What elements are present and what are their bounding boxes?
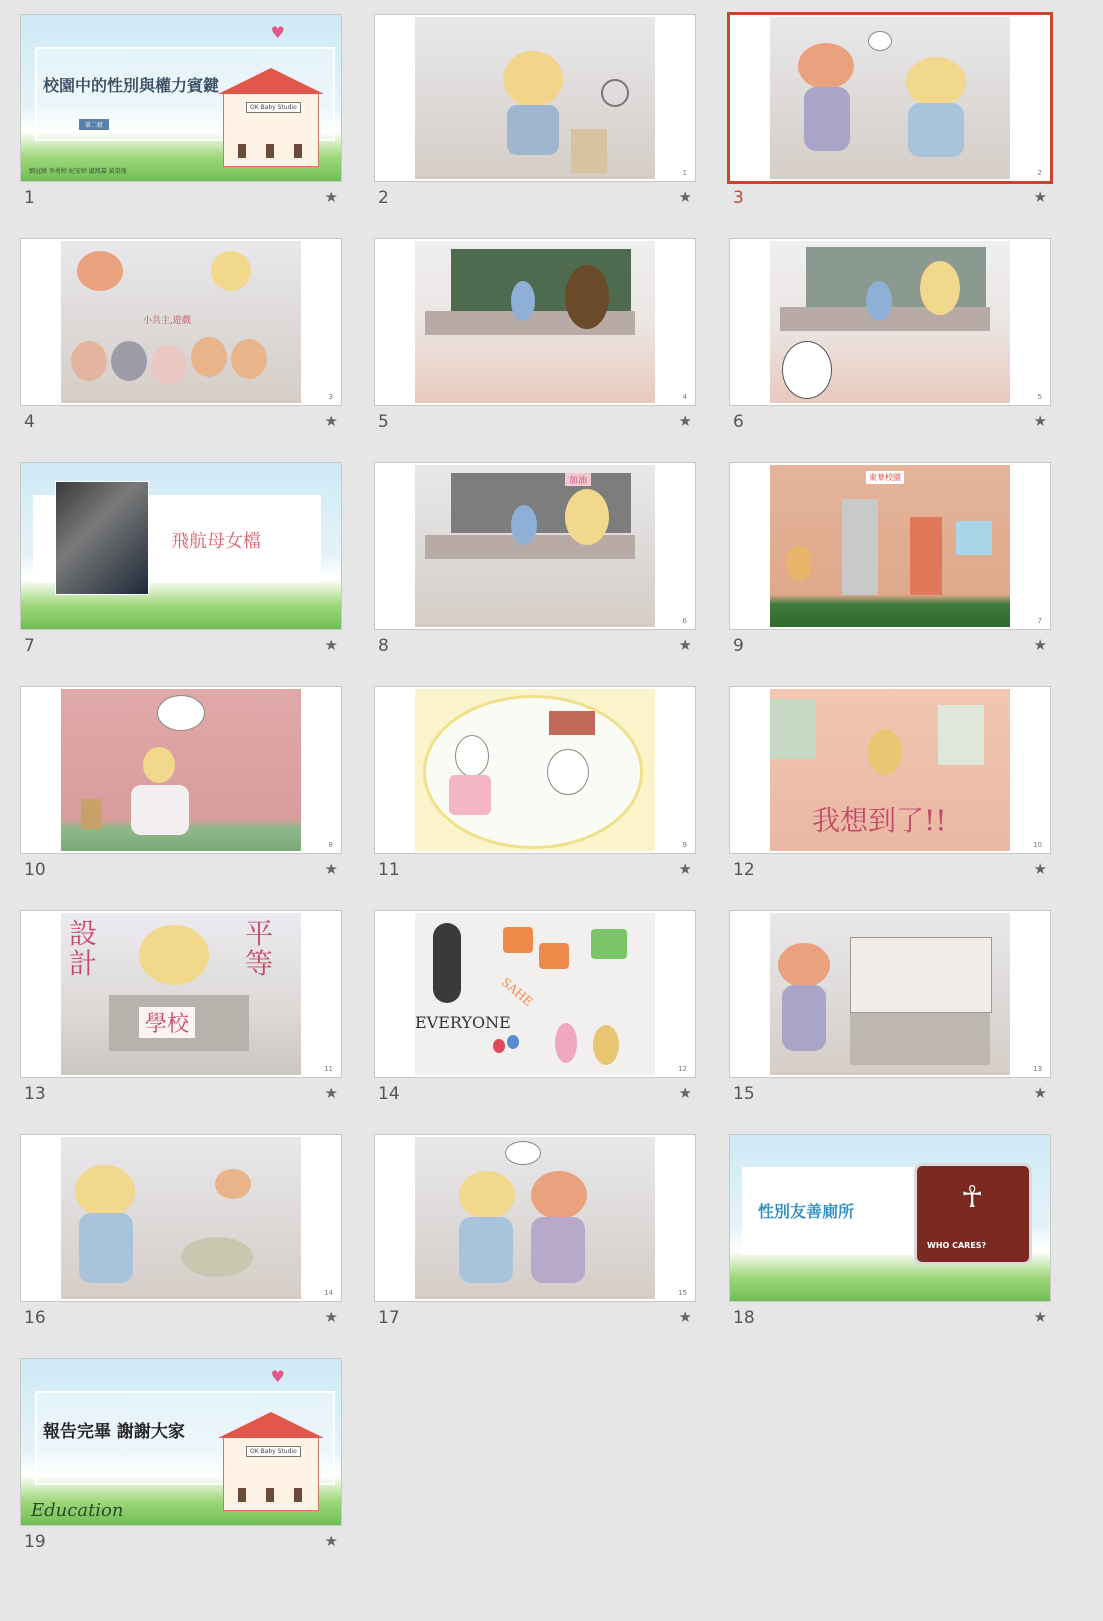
- drawing-photo: [415, 1137, 655, 1299]
- student-character-icon: [143, 747, 175, 783]
- slide-number: 13: [24, 1084, 46, 1104]
- title-slide-background: [730, 1135, 1050, 1301]
- drawing-photo: [770, 689, 1010, 851]
- school-sign: OK Baby Studio: [246, 102, 301, 113]
- character-body-icon: [79, 1213, 133, 1283]
- character-body-icon: [459, 1217, 513, 1283]
- shirt-icon: [503, 927, 533, 953]
- star-icon[interactable]: ★: [678, 860, 692, 878]
- star-icon[interactable]: ★: [1033, 1308, 1047, 1326]
- drawing-text-right: 平等: [245, 917, 274, 980]
- slide-number: 4: [24, 412, 35, 432]
- pig-character-icon: [215, 1169, 251, 1199]
- drawing-photo: [61, 913, 301, 1075]
- cockpit-photo: [55, 481, 149, 595]
- balloon-icon: [493, 1039, 505, 1053]
- character-body-icon: [782, 985, 826, 1051]
- slide-number: 18: [733, 1308, 755, 1328]
- door-icon: [266, 1488, 274, 1502]
- drawing-word: SAHE: [498, 975, 536, 1009]
- star-icon[interactable]: ★: [1033, 412, 1047, 430]
- slide-preview[interactable]: [20, 14, 342, 182]
- slide-number: 12: [733, 860, 755, 880]
- cat-character-icon: [503, 51, 563, 107]
- heart-icon: ♥: [270, 23, 285, 42]
- slide-thumbnail-12[interactable]: [729, 686, 1051, 886]
- bear-character-icon: [565, 489, 609, 545]
- star-icon[interactable]: ★: [324, 1084, 338, 1102]
- slide-thumbnail-11[interactable]: [374, 686, 696, 886]
- slide-preview[interactable]: [20, 686, 342, 854]
- thought-bubble-icon: [505, 1141, 541, 1165]
- education-watermark: Education: [31, 1500, 124, 1521]
- slide-thumbnail-15[interactable]: [729, 910, 1051, 1110]
- slide-number: 17: [378, 1308, 400, 1328]
- drawing-photo: [770, 241, 1010, 403]
- drawing-photo: [415, 465, 655, 627]
- slide-title: 校園中的性別與權力賓鍵: [43, 76, 220, 95]
- window-illustration: [938, 705, 984, 765]
- thought-bubble-icon: [157, 695, 205, 731]
- bushes-illustration: [850, 1013, 990, 1065]
- slide-number: 10: [24, 860, 46, 880]
- drawing-photo: [415, 913, 655, 1075]
- star-icon[interactable]: ★: [324, 412, 338, 430]
- drawing-photo: [415, 689, 655, 851]
- school-sign: OK Baby Studio: [246, 1446, 301, 1457]
- drawing-photo: [770, 17, 1010, 179]
- page-number: 5: [1037, 393, 1042, 401]
- dog-character-icon: [547, 749, 589, 795]
- pig-character-icon: [798, 43, 854, 89]
- drawing-text-left: 設計: [69, 917, 98, 980]
- character-body-icon: [531, 1217, 585, 1283]
- slide-title: 報告完畢 謝謝大家: [43, 1422, 185, 1442]
- bear-character-icon: [565, 265, 609, 329]
- slide-number: 14: [378, 1084, 400, 1104]
- slide-preview[interactable]: [374, 910, 696, 1078]
- student-character-icon: [866, 281, 892, 321]
- page-number: 7: [1037, 617, 1042, 625]
- slide-preview[interactable]: [20, 1134, 342, 1302]
- scissors-icon: [591, 929, 627, 959]
- star-icon[interactable]: ★: [324, 636, 338, 654]
- crowd-character-icon: [111, 341, 147, 381]
- slide-thumbnail-16[interactable]: [20, 1134, 342, 1334]
- dream-cloud-illustration: [423, 695, 643, 849]
- slide-number: 15: [733, 1084, 755, 1104]
- star-icon[interactable]: ★: [678, 412, 692, 430]
- character-body-icon: [908, 103, 964, 157]
- star-icon[interactable]: ★: [324, 1308, 338, 1326]
- drawing-photo: [415, 17, 655, 179]
- drawing-caption: 小共主,遊戲: [143, 316, 191, 326]
- star-icon[interactable]: ★: [324, 1532, 338, 1550]
- heart-icon: ♥: [270, 1367, 285, 1386]
- slide-thumbnail-1[interactable]: [20, 14, 342, 214]
- drawing-photo: [61, 241, 301, 403]
- window-illustration: [770, 699, 816, 759]
- slide-title: 性別友善廁所: [758, 1202, 855, 1221]
- slide-thumbnail-3[interactable]: [729, 14, 1051, 214]
- slide-number: 11: [378, 860, 400, 880]
- thought-bubble-icon: [868, 31, 892, 51]
- drawing-caption: 我想到了!!: [812, 804, 947, 837]
- shirt-icon: [539, 943, 569, 969]
- slide-preview[interactable]: [20, 238, 342, 406]
- slide-number: 7: [24, 636, 35, 656]
- crowd-character-icon: [191, 337, 227, 377]
- title-slide-background: [21, 1359, 341, 1525]
- magnifier-icon: [601, 79, 629, 107]
- page-number: 2: [1037, 169, 1042, 177]
- cat-character-icon: [139, 925, 209, 985]
- slide-thumbnail-4[interactable]: [20, 238, 342, 438]
- slide-preview[interactable]: [374, 14, 696, 182]
- cat-character-icon: [211, 251, 251, 291]
- drawing-photo: [770, 465, 1010, 627]
- slide-thumbnail-10[interactable]: [20, 686, 342, 886]
- page-number: 6: [682, 617, 687, 625]
- page-number: 1: [682, 169, 687, 177]
- star-icon[interactable]: ★: [1033, 636, 1047, 654]
- author-list: 劉冠緯 李勇婷 紀安婷 盧熙嘉 黃榮瑾: [29, 168, 127, 175]
- slide-thumbnail-8[interactable]: [374, 462, 696, 662]
- page-number: 12: [678, 1065, 687, 1073]
- slide-thumbnail-7[interactable]: [20, 462, 342, 662]
- drawing-photo: [770, 913, 1010, 1075]
- slide-thumbnail-18[interactable]: [729, 1134, 1051, 1334]
- stall-illustration: [850, 937, 992, 1013]
- cheer-banner: 加油: [565, 473, 591, 486]
- student-character-icon: [511, 505, 537, 545]
- slide-thumbnail-19[interactable]: [20, 1358, 342, 1558]
- slide-number: 2: [378, 188, 389, 208]
- slide-preview[interactable]: [729, 238, 1051, 406]
- toilet-illustration: [131, 785, 189, 835]
- bush-illustration: [181, 1237, 253, 1277]
- slide-preview[interactable]: [727, 12, 1053, 184]
- page-number: 9: [682, 841, 687, 849]
- page-number: 10: [1033, 841, 1042, 849]
- student-character-icon: [511, 281, 535, 321]
- balloon-icon: [507, 1035, 519, 1049]
- pig-character-icon: [531, 1171, 587, 1219]
- slide-number: 5: [378, 412, 389, 432]
- slide-preview[interactable]: [374, 686, 696, 854]
- drawing-word: EVERYONE: [415, 1013, 511, 1032]
- slide-preview[interactable]: [729, 910, 1051, 1078]
- slide-thumbnail-5[interactable]: [374, 238, 696, 438]
- slide-number: 1: [24, 188, 35, 208]
- person-silhouette-icon: [433, 923, 461, 1003]
- character-icon: [593, 1025, 619, 1065]
- star-icon[interactable]: ★: [1033, 1084, 1047, 1102]
- title-slide-background: [21, 15, 341, 181]
- slide-thumbnail-6[interactable]: [729, 238, 1051, 438]
- slide-number: 9: [733, 636, 744, 656]
- dress-illustration: [449, 775, 491, 815]
- student-character-icon: [868, 729, 902, 775]
- page-number: 3: [328, 393, 333, 401]
- slide-subtitle: 第二組: [79, 119, 109, 130]
- pig-character-icon: [778, 943, 830, 987]
- cat-character-icon: [459, 1171, 515, 1219]
- window-illustration: [956, 521, 992, 555]
- door-illustration: [910, 517, 942, 595]
- door-icon: [294, 1488, 302, 1502]
- slide-thumbnail-14[interactable]: [374, 910, 696, 1110]
- elevator-door: [842, 499, 878, 595]
- slide-number: 8: [378, 636, 389, 656]
- star-icon[interactable]: ★: [1033, 188, 1047, 206]
- slide-preview[interactable]: [729, 462, 1051, 630]
- character-icon: [555, 1023, 577, 1063]
- door-icon: [238, 1488, 246, 1502]
- pig-character-icon: [77, 251, 123, 291]
- title-slide-background: [21, 463, 341, 629]
- crowd-character-icon: [231, 339, 267, 379]
- page-number: 13: [1033, 1065, 1042, 1073]
- character-body-icon: [804, 87, 850, 151]
- door-icon: [238, 144, 246, 158]
- slide-number: 3: [733, 188, 744, 208]
- person-icon: ☥: [961, 1180, 984, 1215]
- rabbit-character-icon: [455, 735, 489, 777]
- slide-preview[interactable]: [729, 686, 1051, 854]
- slide-thumbnail-13[interactable]: [20, 910, 342, 1110]
- table-illustration: [549, 711, 595, 735]
- bear-character-icon: [920, 261, 960, 315]
- star-icon[interactable]: ★: [678, 1084, 692, 1102]
- page-number: 14: [324, 1289, 333, 1297]
- page-number: 15: [678, 1289, 687, 1297]
- student-character-icon: [786, 545, 812, 581]
- school-label: 東華校園: [866, 471, 904, 484]
- slide-preview[interactable]: [374, 238, 696, 406]
- star-icon[interactable]: ★: [678, 188, 692, 206]
- cat-character-icon: [75, 1165, 135, 1217]
- drawing-photo: [61, 689, 301, 851]
- slide-preview[interactable]: [374, 1134, 696, 1302]
- school-house-illustration: [223, 93, 319, 167]
- slide-preview[interactable]: [374, 462, 696, 630]
- drawing-photo: [415, 241, 655, 403]
- crowd-character-icon: [151, 345, 187, 385]
- slide-preview[interactable]: [20, 1358, 342, 1526]
- door-icon: [294, 144, 302, 158]
- chalkboard-illustration: [806, 247, 986, 307]
- trash-bin-illustration: [81, 799, 101, 829]
- page-number: 4: [682, 393, 687, 401]
- star-icon[interactable]: ★: [678, 636, 692, 654]
- star-icon[interactable]: ★: [1033, 860, 1047, 878]
- star-icon[interactable]: ★: [324, 860, 338, 878]
- crowd-character-icon: [71, 341, 107, 381]
- thought-bubble-icon: [782, 341, 832, 399]
- page-number: 11: [324, 1065, 333, 1073]
- slide-thumbnail-9[interactable]: [729, 462, 1051, 662]
- slide-number: 19: [24, 1532, 46, 1552]
- slide-number: 6: [733, 412, 744, 432]
- book-text: 學校: [139, 1007, 195, 1038]
- drawing-photo: [61, 1137, 301, 1299]
- sign-text: WHO CARES?: [927, 1241, 987, 1250]
- slide-preview[interactable]: [729, 1134, 1051, 1302]
- cat-character-icon: [906, 57, 966, 107]
- drawers-illustration: [571, 129, 607, 173]
- character-body-icon: [507, 105, 559, 155]
- slide-number: 16: [24, 1308, 46, 1328]
- star-icon[interactable]: ★: [678, 1308, 692, 1326]
- restroom-sign: [914, 1163, 1032, 1265]
- star-icon[interactable]: ★: [324, 188, 338, 206]
- slide-title: 飛航母女檔: [171, 531, 261, 552]
- school-house-illustration: [223, 1437, 319, 1511]
- slide-preview[interactable]: [20, 462, 342, 630]
- slide-thumbnail-2[interactable]: [374, 14, 696, 214]
- slide-preview[interactable]: [20, 910, 342, 1078]
- slide-thumbnail-17[interactable]: [374, 1134, 696, 1334]
- door-icon: [266, 144, 274, 158]
- page-number: 8: [328, 841, 333, 849]
